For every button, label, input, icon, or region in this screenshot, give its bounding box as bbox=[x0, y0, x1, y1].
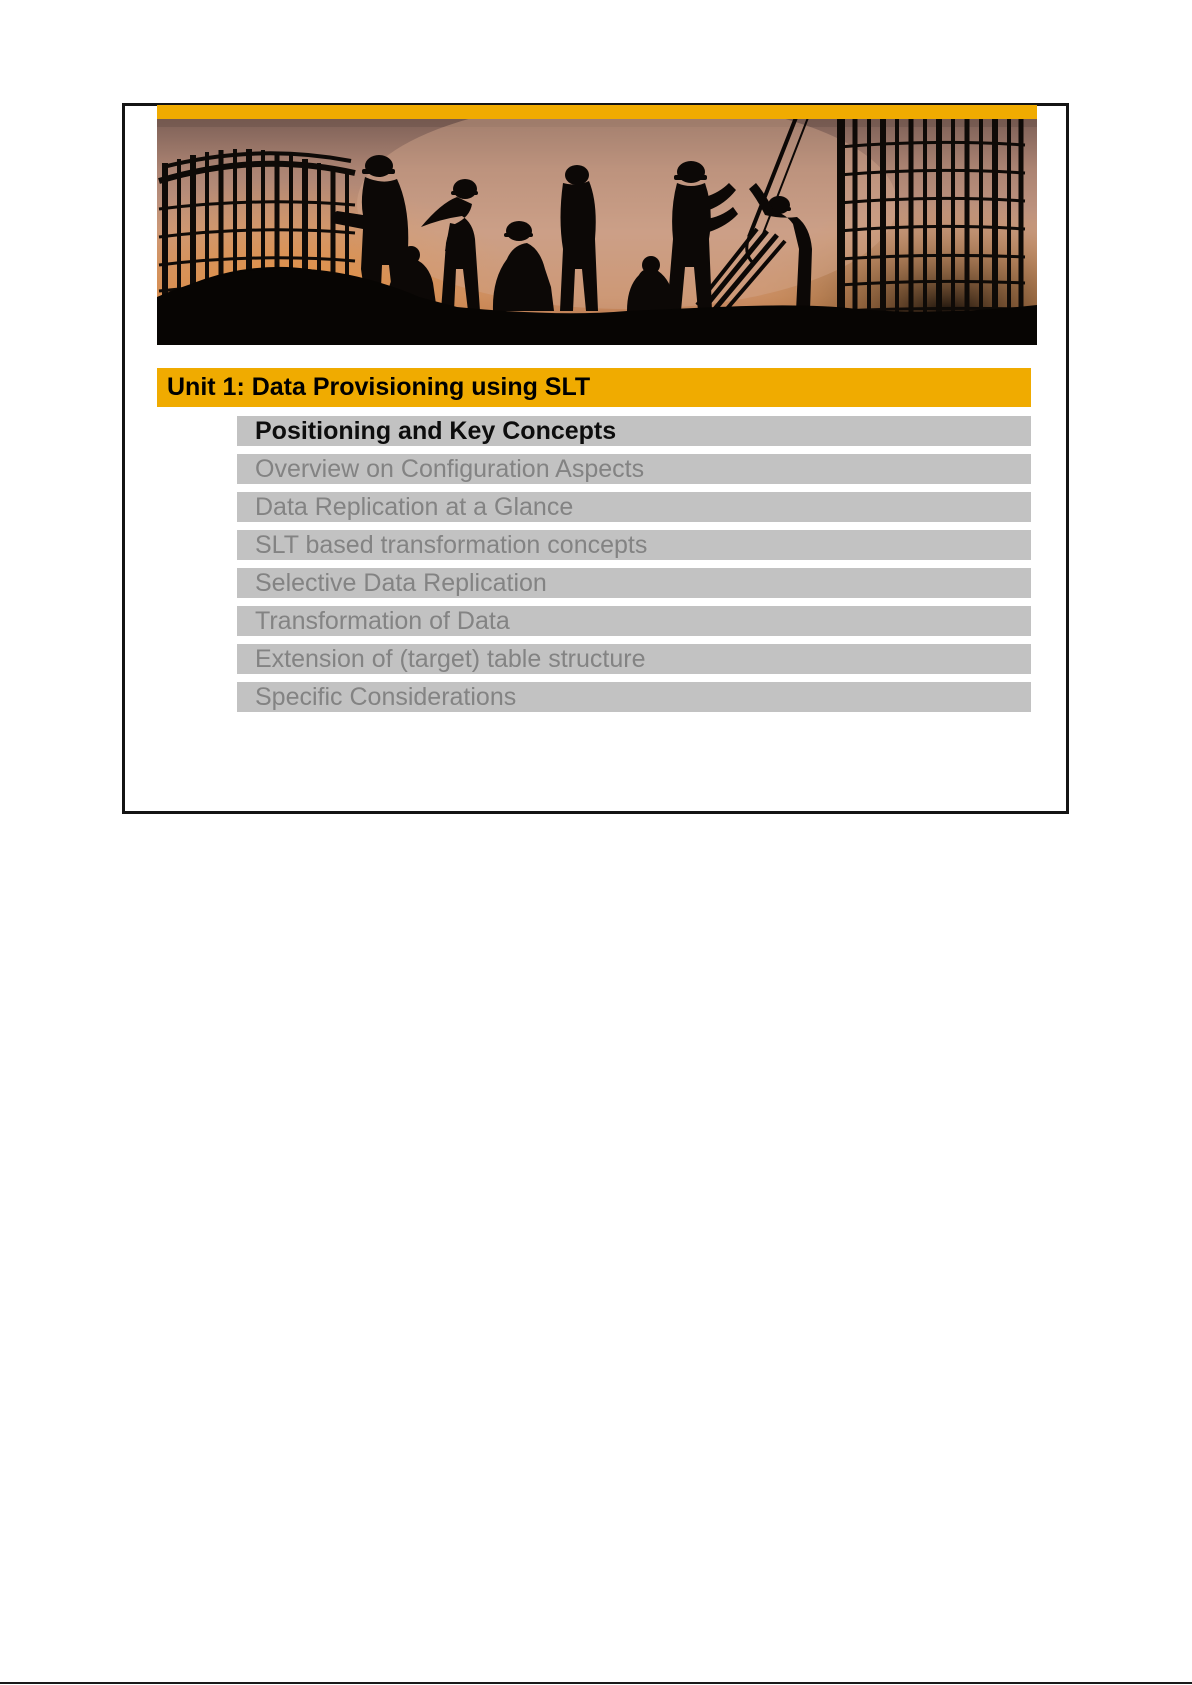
agenda-item-label: Overview on Configuration Aspects bbox=[255, 455, 645, 483]
agenda-item-label: Selective Data Replication bbox=[255, 569, 547, 597]
unit-title-label: Unit 1: Data Provisioning using SLT bbox=[167, 373, 591, 401]
unit-title-bar bbox=[157, 368, 1031, 407]
agenda-item-label: SLT based transformation concepts bbox=[255, 531, 648, 559]
agenda-item-selective-replication bbox=[237, 568, 1031, 598]
agenda-item-label: Transformation of Data bbox=[255, 607, 510, 635]
agenda-item-label: Positioning and Key Concepts bbox=[255, 417, 617, 445]
agenda-item-positioning bbox=[237, 416, 1031, 446]
agenda-item-label: Extension of (target) table structure bbox=[255, 645, 646, 673]
agenda-item-label: Specific Considerations bbox=[255, 683, 517, 711]
agenda-item-label: Data Replication at a Glance bbox=[255, 493, 574, 521]
sunset-silhouette-graphic bbox=[157, 119, 1037, 345]
agenda-item-transformation-of-data bbox=[237, 606, 1031, 636]
page-bottom-edge bbox=[0, 1682, 1192, 1684]
photo-gold-strip bbox=[157, 105, 1037, 119]
agenda-item-specific-considerations bbox=[237, 682, 1031, 712]
agenda-item-transformation-concepts bbox=[237, 530, 1031, 560]
agenda-item-configuration bbox=[237, 454, 1031, 484]
agenda-list bbox=[237, 416, 1031, 712]
slide-frame bbox=[122, 103, 1069, 814]
agenda-item-table-extension bbox=[237, 644, 1031, 674]
construction-photo bbox=[157, 105, 1037, 345]
agenda-item-replication-glance bbox=[237, 492, 1031, 522]
